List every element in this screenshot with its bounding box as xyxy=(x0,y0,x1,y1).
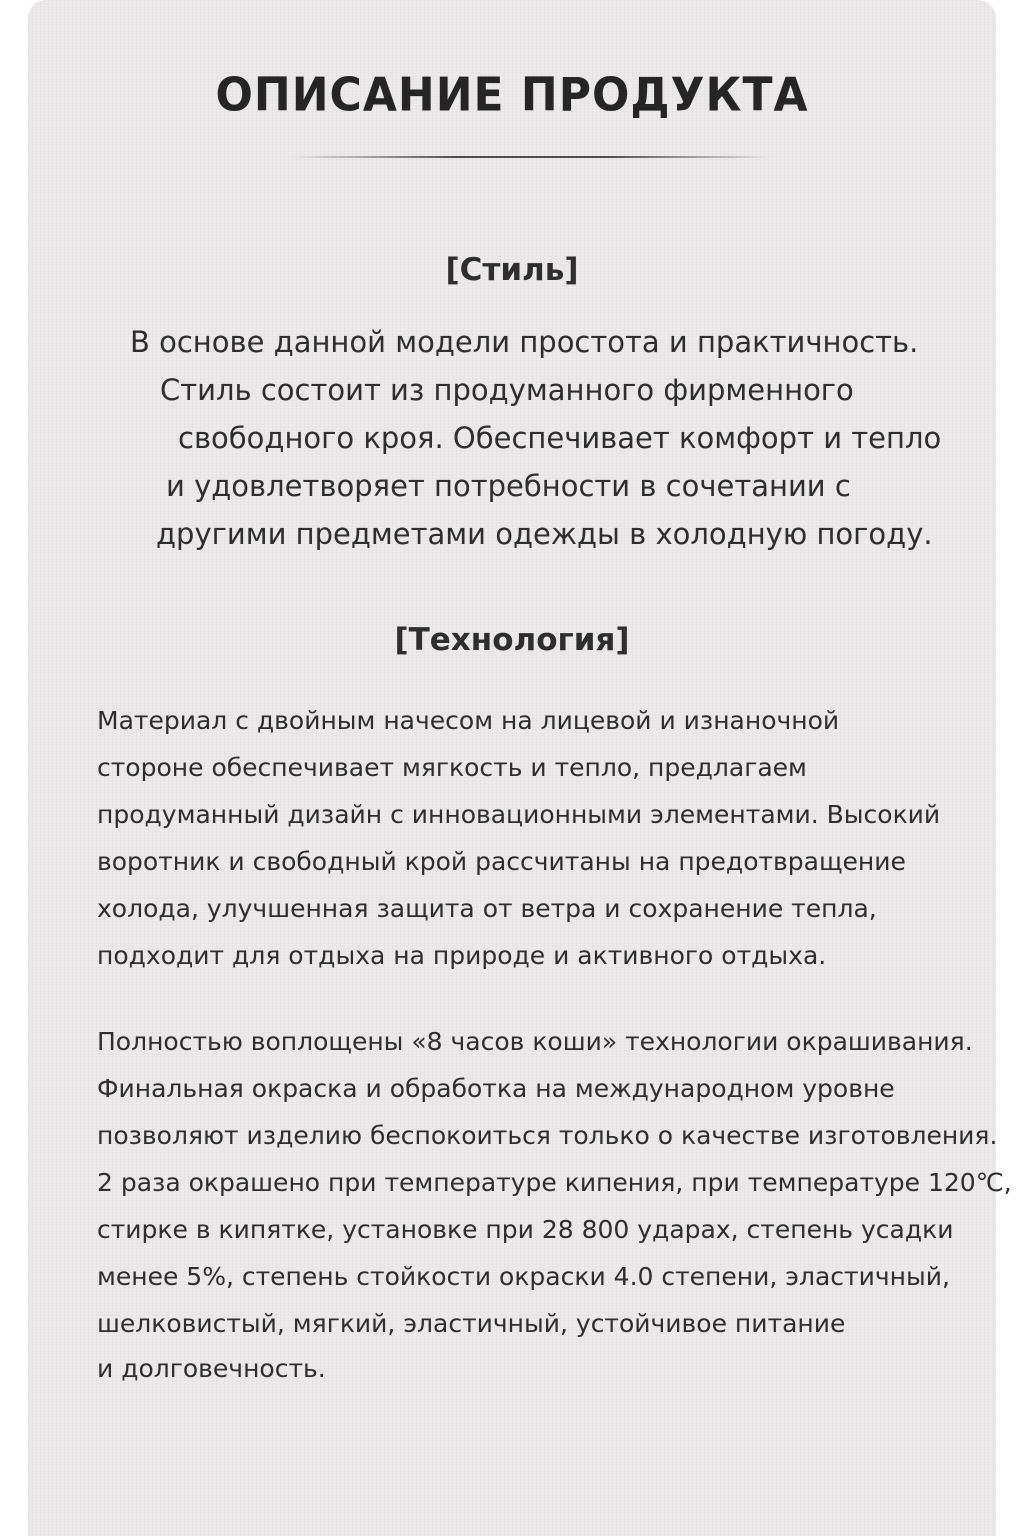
technology-paragraph-1-line: воротник и свободный крой рассчитаны на предотвращение xyxy=(97,847,906,876)
technology-paragraph-2-line: шелковистый, мягкий, эластичный, устойчивое питание xyxy=(97,1309,846,1338)
title-divider xyxy=(292,156,772,158)
technology-paragraph-2-line: менее 5%, степень стойкости окраски 4.0 степени, эластичный, xyxy=(97,1262,950,1291)
technology-paragraph-1-line: продуманный дизайн с инновационными элементами. Высокий xyxy=(97,800,941,829)
technology-paragraph-2-line: 2 раза окрашено при температуре кипения, при температуре 120℃, xyxy=(97,1168,1012,1197)
technology-heading: [Технология] xyxy=(394,622,630,658)
technology-paragraph-2-line: и долговечность. xyxy=(97,1354,326,1383)
technology-paragraph-1-line: подходит для отдыха на природе и активного отдыха. xyxy=(97,941,827,970)
technology-paragraph-1-line: Материал с двойным начесом на лицевой и изнаночной xyxy=(97,706,840,735)
technology-paragraph-1-line: стороне обеспечивает мягкость и тепло, предлагаем xyxy=(97,753,807,782)
style-line: свободного кроя. Обеспечивает комфорт и тепло xyxy=(178,421,942,455)
style-line: другими предметами одежды в холодную погоду. xyxy=(156,517,933,551)
technology-paragraph-2-line: Финальная окраска и обработка на международном уровне xyxy=(97,1074,895,1103)
style-heading: [Стиль] xyxy=(445,252,579,288)
style-line: Стиль состоит из продуманного фирменного xyxy=(160,373,854,407)
style-line: В основе данной модели простота и практичность. xyxy=(130,325,919,359)
technology-paragraph-2-line: позволяют изделию беспокоиться только о качестве изготовления. xyxy=(97,1121,998,1150)
technology-paragraph-1-line: холода, улучшенная защита от ветра и сохранение тепла, xyxy=(97,894,877,923)
technology-paragraph-2-line: стирке в кипятке, установке при 28 800 ударах, степень усадки xyxy=(97,1215,954,1244)
page-title: ОПИСАНИЕ ПРОДУКТА xyxy=(215,68,809,123)
style-line: и удовлетворяет потребности в сочетании с xyxy=(166,469,851,503)
technology-paragraph-2-line: Полностью воплощены «8 часов коши» технологии окрашивания. xyxy=(97,1027,973,1056)
